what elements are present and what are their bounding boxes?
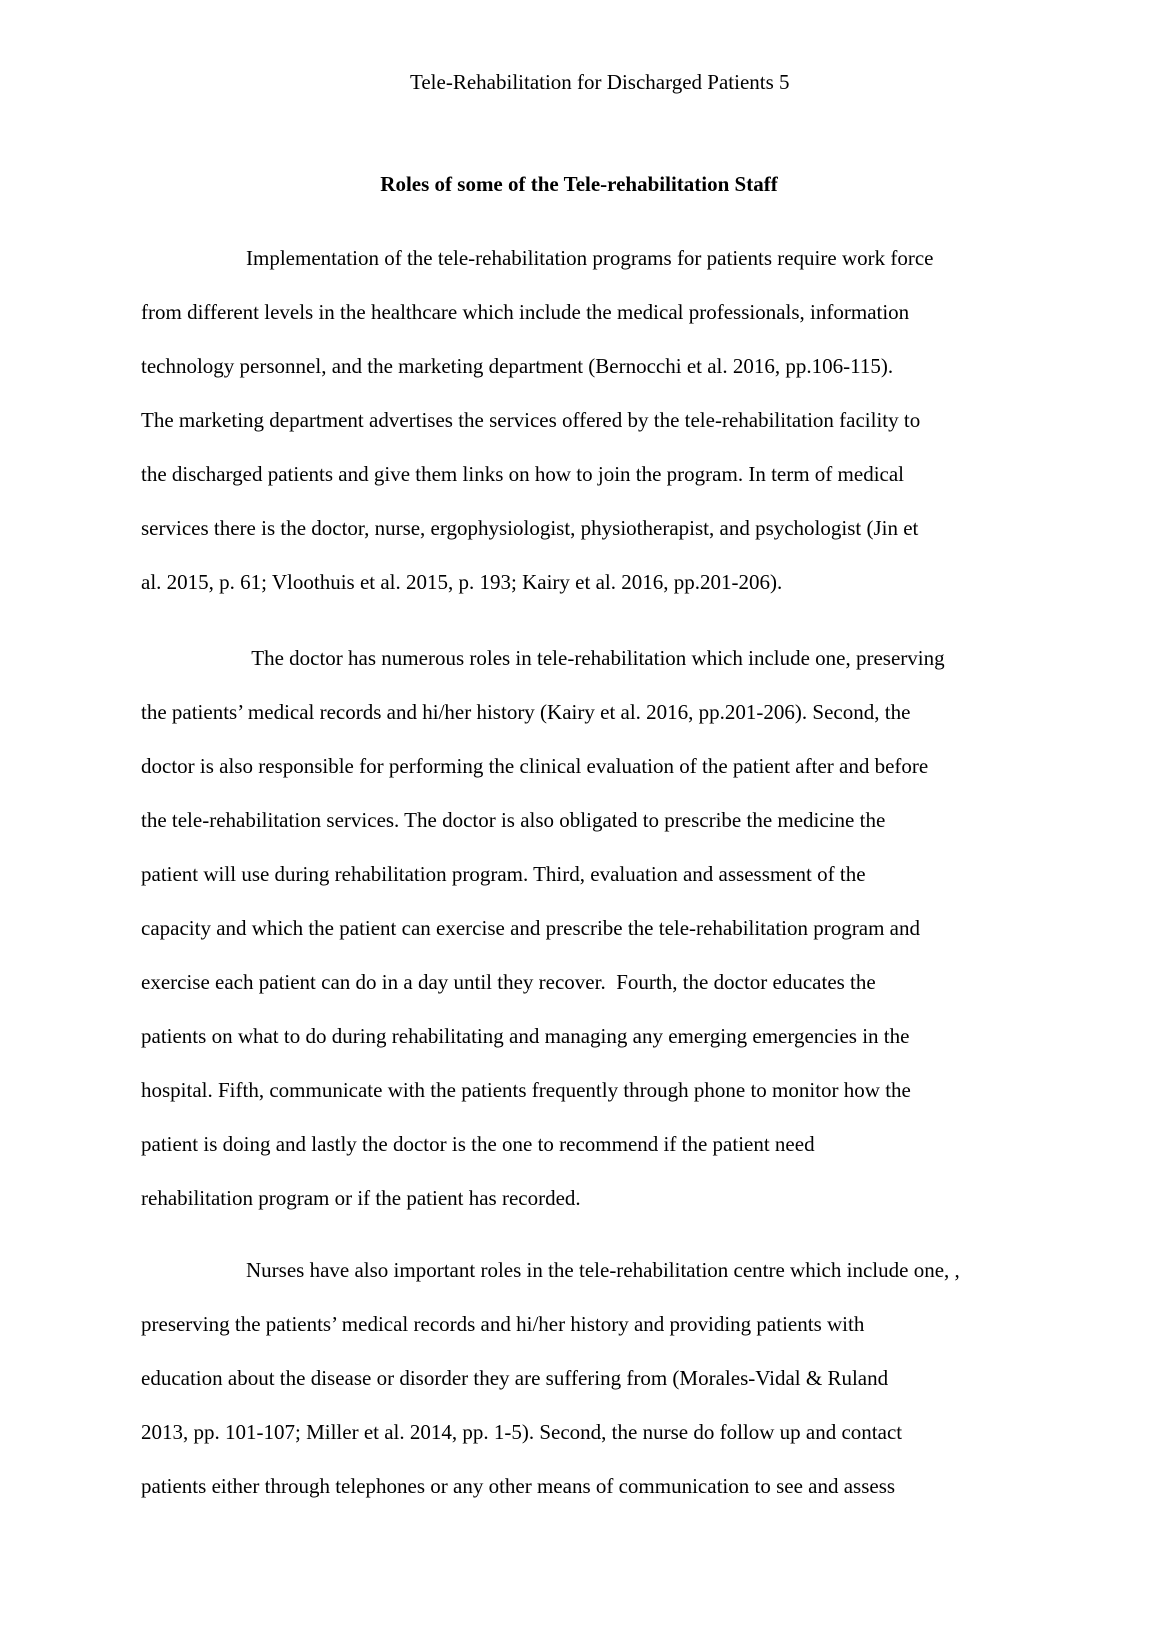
text-line: patients on what to do during rehabilitating and managing any emerging emergencies in the	[141, 1024, 910, 1048]
text-line: patients either through telephones or any other means of communication to see and assess	[141, 1474, 896, 1498]
text-line: al. 2015, p. 61; Vloothuis et al. 2015, p. 193; Kairy et al. 2016, pp.201-206).	[141, 570, 783, 594]
text-line: the tele-rehabilitation services. The doctor is also obligated to prescribe the medicine the	[141, 808, 886, 832]
text-line: Implementation of the tele-rehabilitation programs for patients require work force	[141, 246, 934, 270]
text-line: the patients’ medical records and hi/her history (Kairy et al. 2016, pp.201-206). Second, the	[141, 700, 911, 724]
text-line: patient will use during rehabilitation program. Third, evaluation and assessment of the	[141, 862, 866, 886]
text-line: the discharged patients and give them links on how to join the program. In term of medical	[141, 462, 905, 486]
text-line: capacity and which the patient can exercise and prescribe the tele-rehabilitation program and	[141, 916, 920, 940]
text-line: 2013, pp. 101-107; Miller et al. 2014, pp. 1-5). Second, the nurse do follow up and contact	[141, 1420, 903, 1444]
paragraph	[141, 1256, 1041, 1526]
text-line: from different levels in the healthcare which include the medical professionals, information	[141, 300, 910, 324]
text-line: Nurses have also important roles in the tele-rehabilitation centre which include one, ,	[141, 1258, 960, 1282]
text-line: doctor is also responsible for performing the clinical evaluation of the patient after and before	[141, 754, 929, 778]
paragraph	[141, 644, 1041, 1238]
paragraph	[141, 244, 1041, 622]
text-line: technology personnel, and the marketing department (Bernocchi et al. 2016, pp.106-115).	[141, 354, 894, 378]
text-line: hospital. Fifth, communicate with the patients frequently through phone to monitor how the	[141, 1078, 911, 1102]
text-line: exercise each patient can do in a day until they recover. Fourth, the doctor educates the	[141, 970, 876, 994]
running-head: Tele-Rehabilitation for Discharged Patients 5	[410, 70, 790, 94]
text-line: The marketing department advertises the services offered by the tele-rehabilitation facility to	[141, 408, 921, 432]
text-line: The doctor has numerous roles in tele-rehabilitation which include one, preserving	[141, 646, 945, 670]
text-line: services there is the doctor, nurse, ergophysiologist, physiotherapist, and psychologist (Jin et	[141, 516, 919, 540]
text-line: rehabilitation program or if the patient has recorded.	[141, 1186, 581, 1210]
text-line: education about the disease or disorder they are suffering from (Morales-Vidal & Ruland	[141, 1366, 889, 1390]
text-line: preserving the patients’ medical records and hi/her history and providing patients with	[141, 1312, 865, 1336]
text-line: patient is doing and lastly the doctor is the one to recommend if the patient need	[141, 1132, 815, 1156]
section-title: Roles of some of the Tele-rehabilitation Staff	[380, 172, 778, 196]
